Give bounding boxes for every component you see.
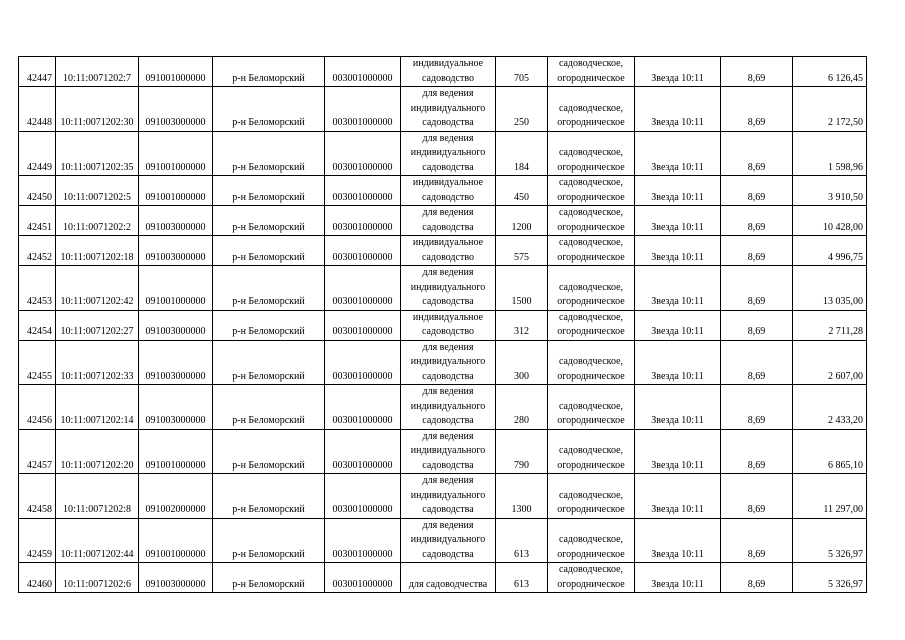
settlement-cell: Звезда 10:11 [635,474,721,519]
row-number-cell: 42454 [19,310,56,340]
row-number-cell: 42457 [19,429,56,474]
row-number-cell: 42448 [19,87,56,132]
area-cell: 280 [496,385,548,430]
area-cell: 312 [496,310,548,340]
land-purpose-cell: для ведения индивидуального садоводства [401,340,496,385]
area-cell: 790 [496,429,548,474]
row-number-cell: 42460 [19,563,56,593]
land-purpose-cell: для садоводчества [401,563,496,593]
okato-code-cell: 091001000000 [139,266,213,311]
district-cell: р-н Беломорский [213,266,325,311]
row-number-cell: 42459 [19,518,56,563]
oktmo-code-cell: 003001000000 [325,266,401,311]
table-row [19,236,867,266]
settlement-cell: Звезда 10:11 [635,236,721,266]
cadastral-value-cell: 13 035,00 [793,266,867,311]
oktmo-code-cell: 003001000000 [325,206,401,236]
rate-cell: 8,69 [721,131,793,176]
rate-cell: 8,69 [721,518,793,563]
rate-cell: 8,69 [721,429,793,474]
settlement-cell: Звезда 10:11 [635,429,721,474]
land-purpose-cell: индивидуальное садоводство [401,57,496,87]
area-cell: 250 [496,87,548,132]
cadastral-number-cell: 10:11:0071202:14 [56,385,139,430]
okato-code-cell: 091001000000 [139,429,213,474]
cadastral-number-cell: 10:11:0071202:7 [56,57,139,87]
cadastral-value-cell: 1 598,96 [793,131,867,176]
rate-cell: 8,69 [721,206,793,236]
land-purpose-cell: для ведения индивидуального садоводства [401,266,496,311]
cadastral-number-cell: 10:11:0071202:2 [56,206,139,236]
cadastral-number-cell: 10:11:0071202:44 [56,518,139,563]
settlement-cell: Звезда 10:11 [635,87,721,132]
table-row [19,340,867,385]
row-number-cell: 42449 [19,131,56,176]
land-category-cell: садоводческое, огородническое [548,266,635,311]
settlement-cell: Звезда 10:11 [635,340,721,385]
rate-cell: 8,69 [721,385,793,430]
oktmo-code-cell: 003001000000 [325,340,401,385]
area-cell: 613 [496,563,548,593]
land-category-cell: садоводческое, огородническое [548,176,635,206]
land-purpose-cell: для ведения индивидуального садоводства [401,87,496,132]
table-body [19,57,867,593]
cadastral-value-cell: 10 428,00 [793,206,867,236]
table-row [19,131,867,176]
okato-code-cell: 091001000000 [139,518,213,563]
table-row [19,266,867,311]
district-cell: р-н Беломорский [213,563,325,593]
rate-cell: 8,69 [721,563,793,593]
rate-cell: 8,69 [721,87,793,132]
district-cell: р-н Беломорский [213,87,325,132]
oktmo-code-cell: 003001000000 [325,310,401,340]
oktmo-code-cell: 003001000000 [325,518,401,563]
rate-cell: 8,69 [721,310,793,340]
table-row [19,385,867,430]
cadastral-number-cell: 10:11:0071202:8 [56,474,139,519]
row-number-cell: 42452 [19,236,56,266]
land-category-cell: садоводческое, огородническое [548,310,635,340]
district-cell: р-н Беломорский [213,57,325,87]
table-row [19,57,867,87]
okato-code-cell: 091003000000 [139,385,213,430]
district-cell: р-н Беломорский [213,206,325,236]
district-cell: р-н Беломорский [213,340,325,385]
area-cell: 300 [496,340,548,385]
land-category-cell: садоводческое, огородническое [548,474,635,519]
settlement-cell: Звезда 10:11 [635,266,721,311]
oktmo-code-cell: 003001000000 [325,87,401,132]
cadastral-value-cell: 5 326,97 [793,563,867,593]
area-cell: 1500 [496,266,548,311]
settlement-cell: Звезда 10:11 [635,206,721,236]
land-purpose-cell: для ведения индивидуального садоводства [401,429,496,474]
land-category-cell: садоводческое, огородническое [548,57,635,87]
land-plots-table [18,56,867,593]
row-number-cell: 42451 [19,206,56,236]
district-cell: р-н Беломорский [213,310,325,340]
settlement-cell: Звезда 10:11 [635,176,721,206]
okato-code-cell: 091003000000 [139,340,213,385]
okato-code-cell: 091001000000 [139,176,213,206]
row-number-cell: 42447 [19,57,56,87]
cadastral-value-cell: 2 172,50 [793,87,867,132]
table-row [19,206,867,236]
rate-cell: 8,69 [721,474,793,519]
oktmo-code-cell: 003001000000 [325,429,401,474]
area-cell: 184 [496,131,548,176]
row-number-cell: 42450 [19,176,56,206]
rate-cell: 8,69 [721,57,793,87]
settlement-cell: Звезда 10:11 [635,310,721,340]
land-category-cell: садоводческое, огородническое [548,206,635,236]
cadastral-number-cell: 10:11:0071202:18 [56,236,139,266]
okato-code-cell: 091002000000 [139,474,213,519]
table-row [19,429,867,474]
table-row [19,176,867,206]
land-purpose-cell: для ведения индивидуального садоводства [401,474,496,519]
okato-code-cell: 091003000000 [139,236,213,266]
district-cell: р-н Беломорский [213,474,325,519]
oktmo-code-cell: 003001000000 [325,57,401,87]
rate-cell: 8,69 [721,236,793,266]
cadastral-number-cell: 10:11:0071202:5 [56,176,139,206]
land-purpose-cell: индивидуальное садоводство [401,176,496,206]
oktmo-code-cell: 003001000000 [325,563,401,593]
table-row [19,518,867,563]
okato-code-cell: 091003000000 [139,206,213,236]
land-category-cell: садоводческое, огородническое [548,563,635,593]
settlement-cell: Звезда 10:11 [635,563,721,593]
oktmo-code-cell: 003001000000 [325,176,401,206]
land-category-cell: садоводческое, огородническое [548,131,635,176]
table-row [19,87,867,132]
okato-code-cell: 091003000000 [139,87,213,132]
cadastral-number-cell: 10:11:0071202:35 [56,131,139,176]
oktmo-code-cell: 003001000000 [325,385,401,430]
okato-code-cell: 091003000000 [139,563,213,593]
land-category-cell: садоводческое, огородническое [548,87,635,132]
settlement-cell: Звезда 10:11 [635,131,721,176]
area-cell: 1300 [496,474,548,519]
table-row [19,310,867,340]
land-purpose-cell: индивидуальное садоводство [401,236,496,266]
row-number-cell: 42458 [19,474,56,519]
land-purpose-cell: для ведения садоводства [401,206,496,236]
settlement-cell: Звезда 10:11 [635,518,721,563]
cadastral-number-cell: 10:11:0071202:6 [56,563,139,593]
land-purpose-cell: для ведения индивидуального садоводства [401,518,496,563]
rate-cell: 8,69 [721,176,793,206]
district-cell: р-н Беломорский [213,176,325,206]
cadastral-value-cell: 5 326,97 [793,518,867,563]
cadastral-value-cell: 2 711,28 [793,310,867,340]
cadastral-number-cell: 10:11:0071202:27 [56,310,139,340]
area-cell: 705 [496,57,548,87]
okato-code-cell: 091001000000 [139,57,213,87]
area-cell: 450 [496,176,548,206]
district-cell: р-н Беломорский [213,429,325,474]
land-category-cell: садоводческое, огородническое [548,236,635,266]
cadastral-number-cell: 10:11:0071202:20 [56,429,139,474]
land-category-cell: садоводческое, огородническое [548,340,635,385]
land-purpose-cell: индивидуальное садоводство [401,310,496,340]
land-category-cell: садоводческое, огородническое [548,429,635,474]
land-category-cell: садоводческое, огородническое [548,385,635,430]
cadastral-value-cell: 11 297,00 [793,474,867,519]
table-row [19,563,867,593]
row-number-cell: 42456 [19,385,56,430]
area-cell: 613 [496,518,548,563]
cadastral-value-cell: 2 433,20 [793,385,867,430]
cadastral-number-cell: 10:11:0071202:30 [56,87,139,132]
rate-cell: 8,69 [721,266,793,311]
cadastral-value-cell: 4 996,75 [793,236,867,266]
land-purpose-cell: для ведения индивидуального садоводства [401,385,496,430]
district-cell: р-н Беломорский [213,385,325,430]
district-cell: р-н Беломорский [213,518,325,563]
okato-code-cell: 091003000000 [139,310,213,340]
oktmo-code-cell: 003001000000 [325,131,401,176]
settlement-cell: Звезда 10:11 [635,385,721,430]
oktmo-code-cell: 003001000000 [325,474,401,519]
rate-cell: 8,69 [721,340,793,385]
land-category-cell: садоводческое, огородническое [548,518,635,563]
row-number-cell: 42455 [19,340,56,385]
land-purpose-cell: для ведения индивидуального садоводства [401,131,496,176]
row-number-cell: 42453 [19,266,56,311]
settlement-cell: Звезда 10:11 [635,57,721,87]
district-cell: р-н Беломорский [213,236,325,266]
cadastral-value-cell: 3 910,50 [793,176,867,206]
table-row [19,474,867,519]
cadastral-number-cell: 10:11:0071202:42 [56,266,139,311]
cadastral-value-cell: 2 607,00 [793,340,867,385]
cadastral-number-cell: 10:11:0071202:33 [56,340,139,385]
oktmo-code-cell: 003001000000 [325,236,401,266]
district-cell: р-н Беломорский [213,131,325,176]
cadastral-value-cell: 6 126,45 [793,57,867,87]
area-cell: 1200 [496,206,548,236]
area-cell: 575 [496,236,548,266]
cadastral-value-cell: 6 865,10 [793,429,867,474]
okato-code-cell: 091001000000 [139,131,213,176]
